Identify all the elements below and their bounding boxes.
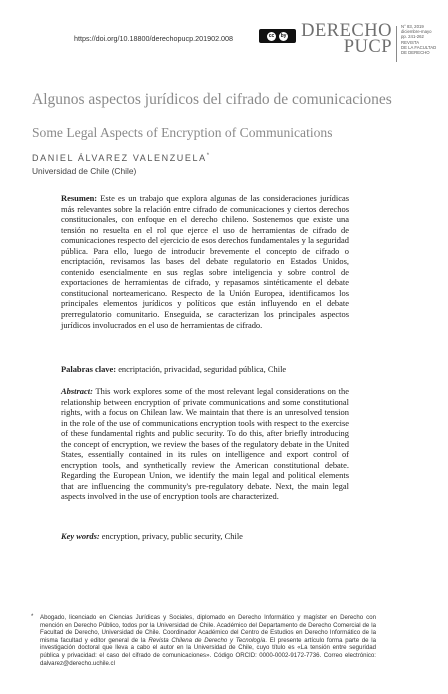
- cc-license-badge[interactable]: [259, 29, 296, 43]
- cc-icon: cc: [268, 33, 275, 39]
- journal-logo-line-1: DERECHO: [301, 21, 392, 41]
- author-footnote: [31, 614, 377, 667]
- journal-caption-1: REVISTA: [401, 39, 420, 45]
- issue-number: N° 83, 2019: [401, 24, 424, 29]
- key-words-text: encryption, privacy, public security, Chile: [101, 531, 243, 541]
- article-title-english: Some Legal Aspects of Encryption of Communications: [32, 125, 333, 140]
- logo-divider: [396, 26, 397, 62]
- journal-logo: [300, 21, 392, 57]
- resumen-label: Resumen:: [61, 193, 98, 203]
- by-icon: by: [280, 33, 287, 39]
- issue-info: [401, 24, 446, 55]
- footnote-mark: *: [31, 614, 34, 620]
- article-title-spanish: Algunos aspectos jurídicos del cifrado de comunicaciones: [32, 91, 392, 108]
- issue-pages: pp. 241-262: [401, 34, 424, 40]
- doi-link[interactable]: https://doi.org/10.18800/derechopucp.201902.008: [74, 34, 234, 43]
- issue-period: diciembre-mayo: [401, 29, 432, 35]
- abstract-paragraph: [61, 386, 349, 502]
- footnote-journal-name: Revista Chilena de Derecho y Tecnología: [148, 636, 266, 644]
- palabras-clave-label: Palabras clave:: [61, 364, 117, 374]
- footnote-text-part-1: Abogado, licenciado en Ciencias Jurídicas y Sociales, diplomado en Derecho Informático y magíster en Derecho con mención en Derecho Público, todos por la Universidad de Chile. Académico del Departamento de Derecho Comercial de la Facultad de Derecho, Universidad de Chile. Coordinador Académico del Centro de Estudios en Derecho Informático de la misma facultad y editor general de la: [40, 614, 376, 644]
- journal-caption-3: DE DERECHO: [401, 50, 430, 56]
- palabras-clave-paragraph: [61, 364, 349, 375]
- abstract-label: Abstract:: [61, 386, 93, 396]
- author-affiliation: Universidad de Chile (Chile): [32, 166, 137, 176]
- resumen-paragraph: [61, 193, 349, 330]
- journal-logo-line-2: PUCP: [343, 36, 392, 57]
- author-footnote-mark: *: [206, 153, 210, 159]
- abstract-text: This work explores some of the most relevant legal considerations on the relationship between encryption of private communications and some constitutional rights, with a focus on Chilean law. We maintain that there is an unresolved tension in the role of the use of communications encryption tools with respect to the exercise of these fundamental rights and public security. To do this, after briefly introducing the concept of encryption, we review the bases of the regulatory debate in the United States, essentially contained in its rules on intelligence and export control of encryption tools, and synthetically review the American constitutional debate. Regarding the European Union, we identify the main legal and political elements that are influencing the community's pre-regulatory debate. Next, the main legal aspects involved in the use of encryption tools are characterized.: [61, 386, 349, 502]
- palabras-clave-text: encriptación, privacidad, seguridad pública, Chile: [118, 364, 287, 374]
- key-words-paragraph: [61, 531, 349, 542]
- resumen-text: Este es un trabajo que explora algunas de las consideraciones jurídicas más relevantes sobre la relación entre cifrado de comunicaciones y ciertos derechos constitucionales, con enfoque en el derecho chileno. Sostenemos que existe una tensión no resuelta en el rol que ejerce el uso de herramientas de cifrado de comunicaciones respecto del ejercicio de esos derechos fundamentales y la seguridad pública. Para ello, luego de introducir brevemente el concepto de cifrado o encriptación, revisamos las bases del debate regulatorio en Estados Unidos, contenido esencialmente en sus reglas sobre inteligencia y sobre control de exportaciones de herramientas de cifrado, y repasamos sintéticamente el debate constitucional norteamericano. Respecto de la Unión Europea, identificamos los principales elementos jurídicos y políticos que están influyendo en el debate prerregulatorio comunitario. Enseguida, se caracterizan los principales aspectos jurídicos involucrados en el uso de herramientas de cifrado.: [61, 193, 350, 330]
- author-name-text: DANIEL ÁLVAREZ VALENZUELA: [32, 153, 207, 163]
- journal-caption-2: DE LA FACULTAD: [401, 44, 437, 50]
- footnote-text-part-2: . El presente artículo forma parte de la investigación doctoral que lleva a cabo el autor en la Universidad de Chile, cuyo título es «La tensión entre seguridad pública y privacidad: el caso del cifrado de comunicaciones».: [40, 636, 377, 659]
- key-words-label: Key words:: [61, 531, 100, 541]
- author-name: [32, 153, 209, 163]
- footnote-contact: Código ORCID: 0000-0002-9172-7736. Correo electrónico: dalvarez@derecho.uchile.cl: [40, 651, 376, 667]
